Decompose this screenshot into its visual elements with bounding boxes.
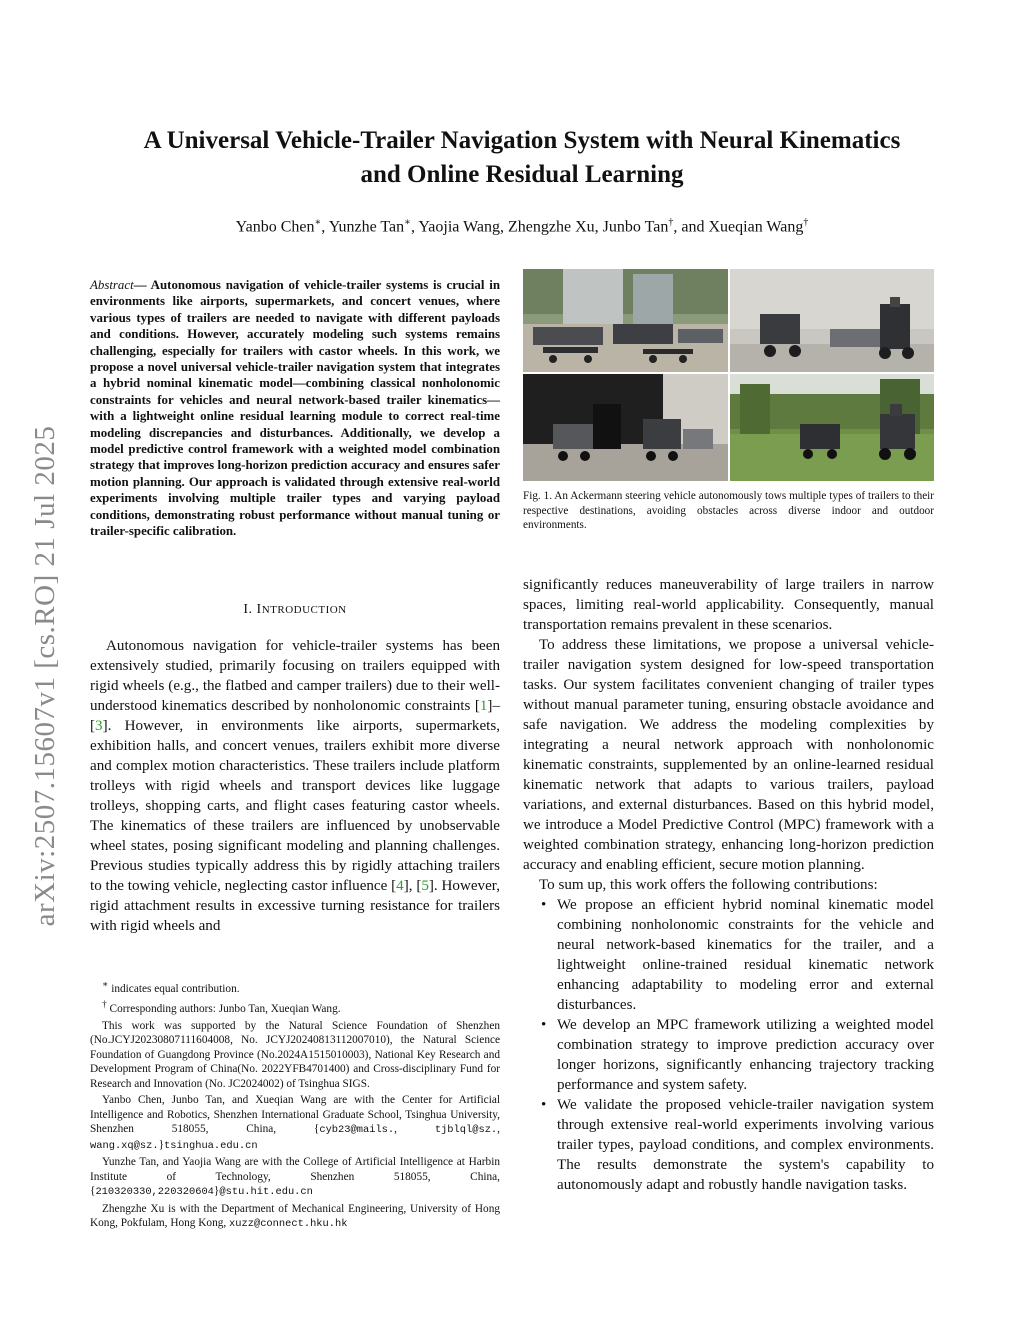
photo-outdoor-plaza [523,269,728,372]
intro-text: ]. However, in environments like airports, supermarkets, exhibition halls, and concert venues, trailers exhibit more diverse and complex motion characteristics. These trailers include platform trolleys with rigid wheels and transport devices like luggage trolleys, shopping carts, and flight cases featuring castor wheels. The kinematics of these trailers are influenced by unobservable wheel states, posing significant modeling and planning challenges. Previous studies typically address this by rigidly attaching trailers to the towing vehicle, neglecting castor influence [ [90,718,500,894]
title-line-2: and Online Residual Learning [360,161,684,188]
author-mark: ∗ [404,217,411,228]
citation-link[interactable]: 3 [95,718,103,734]
citation-link[interactable]: 5 [421,878,429,894]
paragraph-approach: To address these limitations, we propose a universal vehicle-trailer navigation system designed for low-speed transportation tasks. Our system facilitates convenient changing of trailer types without manual parameter tuning, ensuring obstacle avoidance and safe navigation. We address the modeling complexities by integrating a neural network approach with nonholonomic kinematic constraints, supplemented by an online-learned residual kinematic network that adapts to various trailers, payload variations, and external disturbances. Based on this hybrid model, we introduce a Model Predictive Control (MPC) framework with a weighted combination strategy, enhancing long-horizon prediction accuracy and enabling efficient, secure motion planning. [523,637,934,873]
list-item [523,895,934,1015]
contributions-list [523,895,934,1195]
author-mark: † [668,217,674,228]
photo-indoor-lab [730,269,934,372]
intro-text: ], [ [403,878,422,894]
paper-title [60,124,984,192]
author-name: Yunzhe Tan [328,218,405,236]
footnote-affiliation-1: Yanbo Chen, Junbo Tan, and Xueqian Wang are with the Center for Artificial Intelligence and Robotics, Shenzhen International Graduate School, Tsinghua University, Shenzhen 518055, China, {cyb23@mails., tjblql@sz., wang.xq@sz.}tsinghua.edu.cn [90,1094,500,1152]
author-name: Zhengzhe Xu [508,218,595,236]
list-item [523,1015,934,1095]
contribution-text: We develop an MPC framework utilizing a weighted model combination strategy to improve prediction accuracy over longer horizons, significantly enhancing trajectory tracking performance and system safety. [557,1017,934,1093]
bullet-icon: • [541,1097,547,1113]
footnote-equal: indicates equal contribution. [111,982,240,995]
footnotes: ∗ indicates equal contribution. † Corresponding authors: Junbo Tan, Xueqian Wang. This work was supported by the Natural Science Foundation of Shenzhen (No.JCYJ20230807111604008, No. JCYJ20240813112007010), the Natural Science Foundation of Guangdong Province (No.2024A1515010003), National Key Research and Development Program of China(No. 2022YFB4701400) and Cross-disciplinary Fund for Research and Innovation (No. JC2024002) of Tsinghua SIGS. Yanbo Chen, Junbo Tan, and Xueqian Wang are with the Center for Artificial Intelligence and Robotics, Shenzhen International Graduate School, Tsinghua University, Shenzhen 518055, China, {cyb23@mails., tjblql@sz., wang.xq@sz.}tsinghua.edu.cn Yunzhe Tan, and Yaojia Wang are with the College of Artificial Intelligence at Harbin Institute of Technology, Shenzhen 518055, China, {210320330,220320604}@stu.hit.edu.cn Zhengzhe Xu is with the Department of Mechanical Engineering, University of Hong Kong, Pokfulam, Hong Kong, xuzz@connect.hku.hk [90,980,500,1231]
intro-text: Autonomous navigation for vehicle-trailer systems has been extensively studied, primarily focusing on trailers equipped with rigid wheels (e.g., the flatbed and camper trailers) due to their well-understood kinematics described by nonholonomic constraints [ [90,638,500,714]
citation-link[interactable]: 4 [396,878,404,894]
section-numeral: I. [243,602,257,617]
right-column-body [523,575,934,1195]
section-title-rest: NTRODUCTION [261,604,347,616]
footnote-affiliation-3: Zhengzhe Xu is with the Department of Mechanical Engineering, University of Hong Kong, Pokfulam, Hong Kong, xuzz@connect.hku.hk [90,1202,500,1231]
author-name: Yaojia Wang [418,218,501,236]
intro-paragraph [90,636,500,936]
arxiv-identifier-text: arXiv:2507.15607v1 [cs.RO] 21 Jul 2025 [29,425,61,927]
bullet-icon: • [541,1017,547,1033]
contribution-text: We validate the proposed vehicle-trailer navigation system through extensive real-world experiments involving various trailer types, payload conditions, and complex environments. The results demonstrate the system's capability to autonomously adapt and robustly handle navigation tasks. [557,1097,934,1193]
contribution-text: We propose an efficient hybrid nominal kinematic model combining nonholonomic constraints for the vehicle and neural network-based kinematics for the trailer, and a lightweight online-trained residual kinematic network enhancing adaptability to modeling error and external disturbances. [557,897,934,1013]
author-mark: ∗ [314,217,322,228]
paragraph-continuation: significantly reduces maneuverability of large trailers in narrow spaces, limiting real-world applicability. Consequently, manual transportation remains prevalent in these scenarios. [523,577,934,633]
photo-luggage-trailer [523,374,728,481]
intro-text: ]. However, rigid attachment results in excessive turning resistance for trailers with rigid wheels and [90,878,500,934]
bullet-icon: • [541,897,547,913]
figure-1-caption: Fig. 1. An Ackermann steering vehicle autonomously tows multiple types of trailers to their respective destinations, avoiding obstacles across diverse indoor and outdoor environments. [523,490,934,532]
figure-1-photo-collage [523,269,934,481]
intro-text: ]–[ [90,698,500,734]
list-item [523,1095,934,1195]
section-heading-introduction [90,602,500,618]
title-line-1: A Universal Vehicle-Trailer Navigation System with Neural Kinematics [143,127,901,154]
abstract-body: — Autonomous navigation of vehicle-trailer systems is crucial in environments like airports, supermarkets, and concert venues, where various types of trailers are needed to navigate with different payloads and conditions. However, accurately modeling such systems remains challenging, especially for trailers with castor wheels. In this work, we propose a novel universal vehicle-trailer navigation system that integrates a hybrid nominal kinematic model—combining classical nonholonomic constraints for vehicles and neural network-based trailer kinematics—with a lightweight online residual learning module to correct real-time modeling discrepancies and disturbances. Additionally, we develop a model predictive control framework with a weighted model combination strategy that improves long-horizon prediction accuracy and ensures safer motion planning. Our approach is validated through extensive real-world experiments involving multiple trailer types and varying payload conditions, demonstrating robust performance without manual tuning or trailer-specific calibration. [90,278,500,539]
citation-link[interactable]: 1 [479,698,488,714]
section-first-letter: I [256,602,262,617]
author-list: Yanbo Chen∗, Yunzhe Tan∗, Yaojia Wang, Zhengzhe Xu, Junbo Tan†, and Xueqian Wang† [235,217,809,236]
author-name: Xueqian Wang [708,218,804,236]
footnote-funding: This work was supported by the Natural Science Foundation of Shenzhen (No.JCYJ20230807111604008, No. JCYJ20240813112007010), the Natural Science Foundation of Guangdong Province (No.2024A1515010003), National Key Research and Development Program of China(No. 2022YFB4701400) and Cross-disciplinary Fund for Research and Innovation (No. JC2024002) of Tsinghua SIGS. [90,1019,500,1090]
footnote-affiliation-2: Yunzhe Tan, and Yaojia Wang are with the College of Artificial Intelligence at Harbin Institute of Technology, Shenzhen 518055, China, {210320330,220320604}@stu.hit.edu.cn [90,1156,500,1199]
abstract [90,277,500,540]
author-mark: † [803,217,809,228]
author-name: Yanbo Chen [235,218,315,236]
paragraph-contributions-intro: To sum up, this work offers the following contributions: [539,877,878,893]
photo-outdoor-lawn [730,374,934,481]
author-name: Junbo Tan [602,218,669,236]
arxiv-identifier-stamp [18,376,70,976]
footnote-corresponding: Corresponding authors: Junbo Tan, Xueqian Wang. [109,1003,341,1016]
abstract-lead: Abstract [90,278,134,292]
